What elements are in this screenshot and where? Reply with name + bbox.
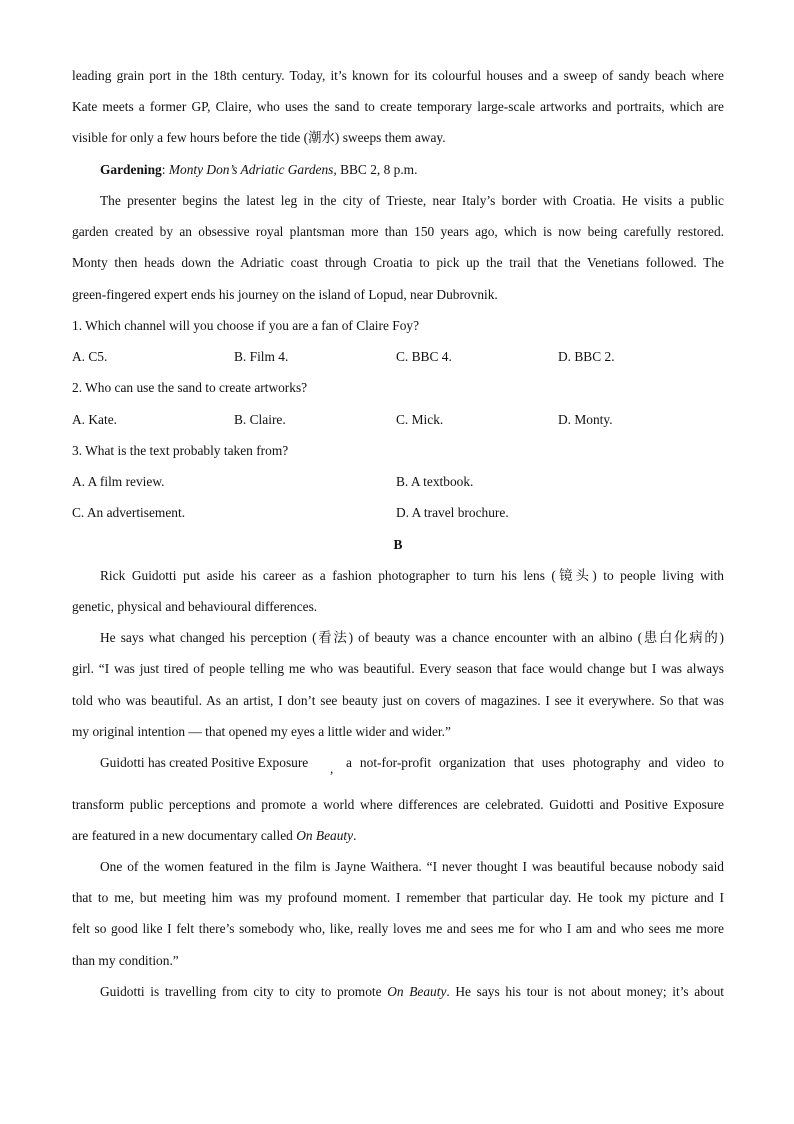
question-1-stem: 1. Which channel will you choose if you are a fan of Claire Foy? <box>72 318 420 333</box>
paragraph-line: The presenter begins the latest leg in the city of Trieste, near Italy’s border with Croatia. He visits a public <box>100 193 724 208</box>
question-3-stem: 3. What is the text probably taken from? <box>72 443 289 458</box>
question-3-option-a[interactable]: A. A film review. <box>72 474 165 489</box>
paragraph-line: Rick Guidotti put aside his career as a fashion photographer to turn his lens (镜头) to people living with <box>100 568 724 583</box>
paragraph-line-right: a not-for-profit organization that uses photography and video to <box>346 755 724 770</box>
paragraph-line: visible for only a few hours before the tide (潮水) sweeps them away. <box>72 130 446 145</box>
paragraph-line: are featured in a new documentary called On Beauty. <box>72 828 357 843</box>
paragraph-line: my original intention — that opened my eyes a little wider and wider.” <box>72 724 451 739</box>
paragraph-line: than my condition.” <box>72 953 179 968</box>
paragraph-line: green-fingered expert ends his journey on the island of Lopud, near Dubrovnik. <box>72 287 498 302</box>
question-1-option-b[interactable]: B. Film 4. <box>234 349 289 364</box>
question-1-option-c[interactable]: C. BBC 4. <box>396 349 452 364</box>
paragraph-line: garden created by an obsessive royal plantsman more than 150 years ago, which is now being carefully restored. <box>72 224 724 239</box>
paragraph-line: Guidotti is travelling from city to city to promote On Beauty. He says his tour is not about money; it’s about <box>100 984 725 999</box>
question-2-option-a[interactable]: A. Kate. <box>72 412 117 427</box>
paragraph-line: Kate meets a former GP, Claire, who uses the sand to create temporary large-scale artworks and portraits, which are <box>72 99 724 114</box>
question-2-option-d[interactable]: D. Monty. <box>558 412 613 427</box>
paragraph-line: leading grain port in the 18th century. Today, it’s known for its colourful houses and a sweep of sandy beach where <box>72 68 724 83</box>
paragraph-line: genetic, physical and behavioural differences. <box>72 599 318 614</box>
gardening-time: BBC 2, 8 p.m. <box>336 162 418 177</box>
question-2-stem: 2. Who can use the sand to create artworks? <box>72 380 308 395</box>
paragraph-line-left: Guidotti has created Positive Exposure <box>100 755 309 770</box>
question-1-option-a[interactable]: A. C5. <box>72 349 108 364</box>
section-b-heading: B <box>393 537 403 552</box>
paragraph-line: One of the women featured in the film is Jayne Waithera. “I never thought I was beautiful because nobody said <box>100 859 724 874</box>
question-2-option-b[interactable]: B. Claire. <box>234 412 286 427</box>
paragraph-line: transform public perceptions and promote a world where differences are celebrated. Guidotti and Positive Exposure <box>72 797 724 812</box>
film-title: On Beauty <box>296 828 354 843</box>
gardening-show-title: Monty Don’s Adriatic Gardens, <box>168 162 337 177</box>
paragraph-line: Monty then heads down the Adriatic coast through Croatia to pick up the trail that the Venetians followed. The <box>72 255 724 270</box>
paragraph-line: that to me, but meeting him was my profound moment. I remember that particular day. He took my picture and I <box>72 890 724 905</box>
paragraph-line: girl. “I was just tired of people telling me who was beautiful. Every season that face would change but I was always <box>72 661 724 676</box>
paragraph-line: felt so good like I felt there’s somebody who, like, really loves me and sees me for who I am and who sees me more <box>72 921 724 936</box>
gardening-label: Gardening <box>100 162 162 177</box>
question-2-option-c[interactable]: C. Mick. <box>396 412 444 427</box>
question-3-option-c[interactable]: C. An advertisement. <box>72 505 186 520</box>
paragraph-line: told who was beautiful. As an artist, I don’t see beauty just on covers of magazines. I see it everywhere. So that was <box>72 693 724 708</box>
paragraph-line: He says what changed his perception (看法) of beauty was a chance encounter with an albino (患白化病的) <box>100 630 724 645</box>
question-3-option-b[interactable]: B. A textbook. <box>396 474 474 489</box>
paragraph-comma: , <box>330 761 334 776</box>
question-3-option-d[interactable]: D. A travel brochure. <box>396 505 509 520</box>
question-1-option-d[interactable]: D. BBC 2. <box>558 349 615 364</box>
film-title: On Beauty <box>387 984 447 999</box>
gardening-heading: Gardening: Monty Don’s Adriatic Gardens, BBC 2, 8 p.m. <box>100 162 418 177</box>
